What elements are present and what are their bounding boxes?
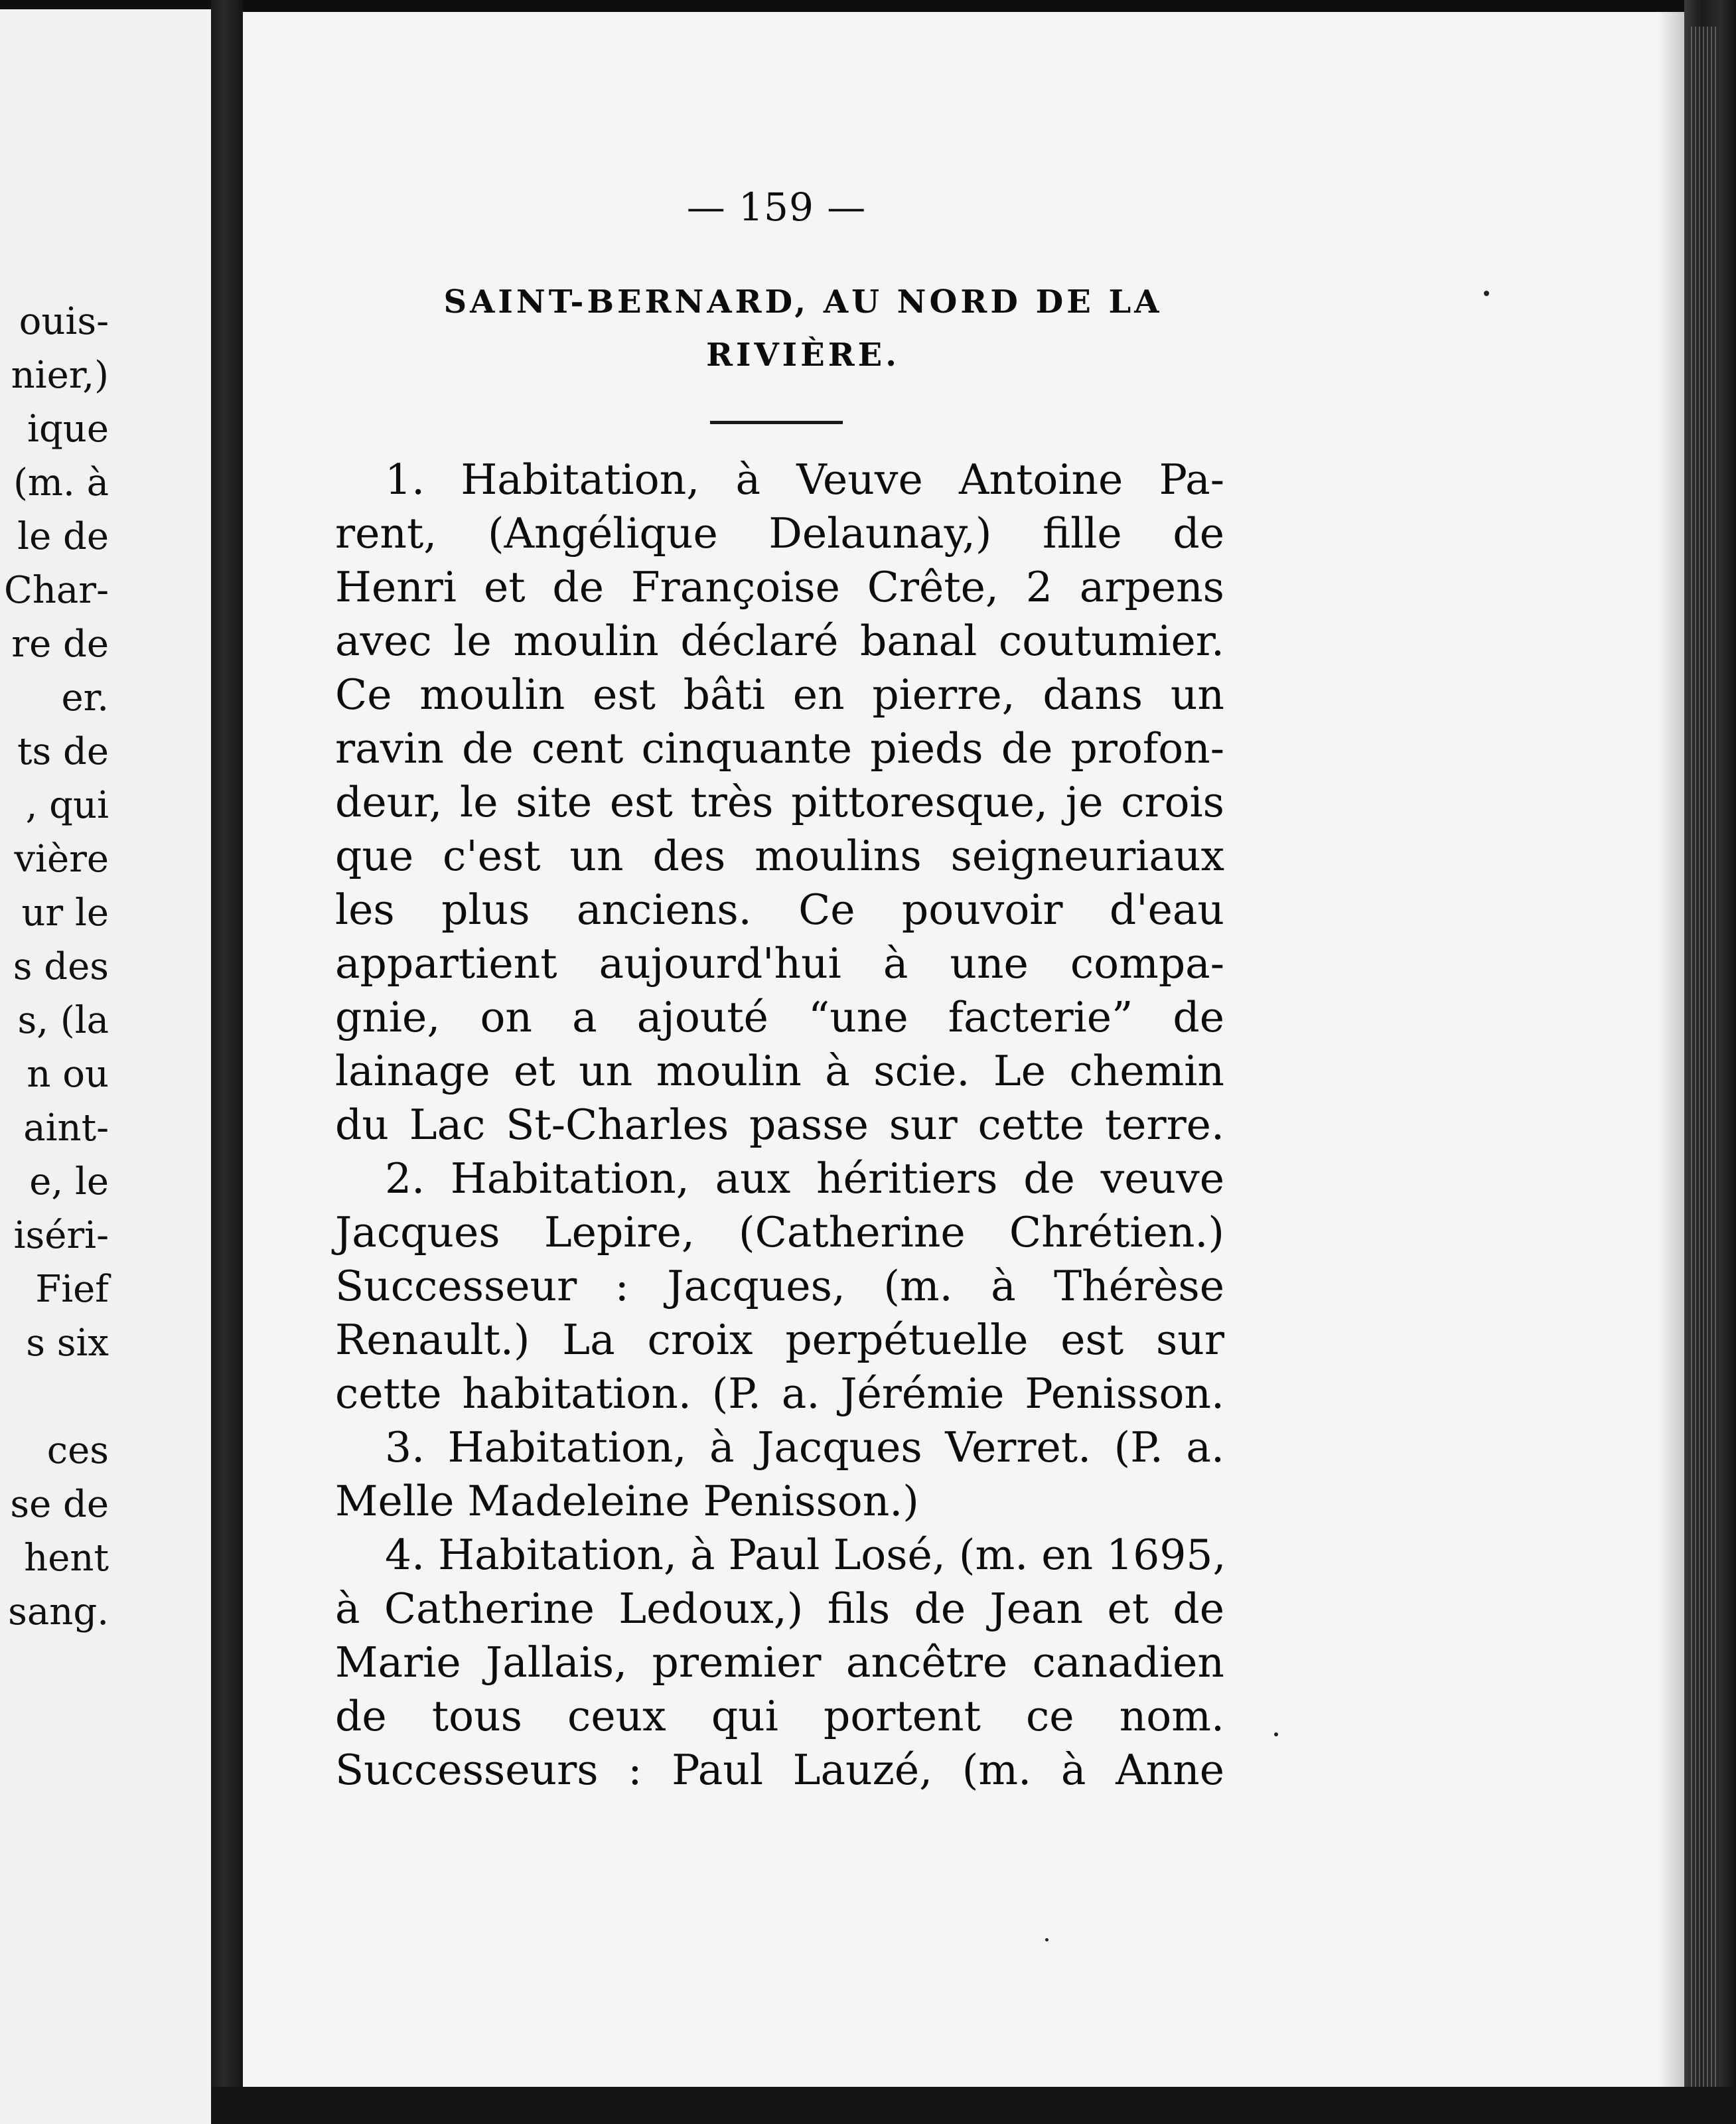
text-line: Marie Jallais, premier ancêtre canadien [335, 1638, 1224, 1687]
fragment-line: Fief [35, 1268, 109, 1311]
fragment-line: er. [61, 676, 109, 720]
text-line: cette habitation. (P. a. Jérémie Penisson. [335, 1369, 1224, 1418]
text-line: à Catherine Ledoux,) fils de Jean et de [335, 1584, 1224, 1633]
page-stack-lines [1691, 27, 1717, 2097]
bottom-edge [211, 2087, 1736, 2124]
fragment-line: (m. à [13, 461, 109, 504]
previous-page-text [4, 295, 109, 1639]
text-line: lainage et un moulin à scie. Le chemin [335, 1047, 1224, 1095]
scan-speck [1045, 1938, 1049, 1941]
text-line: Renault.) La croix perpétuelle est sur [335, 1316, 1224, 1364]
fragment-line: ouis- [19, 300, 109, 343]
fragment-line: ts de [17, 730, 109, 773]
fragment-line: s six [26, 1322, 109, 1365]
fragment-line: e, le [29, 1160, 109, 1203]
scan-speck [1484, 291, 1489, 296]
text-line: 3. Habitation, à Jacques Verret. (P. a. [385, 1423, 1224, 1472]
text-line: Jacques Lepire, (Catherine Chrétien.) [335, 1208, 1224, 1256]
heading-line-2: RIVIÈRE. [706, 337, 900, 374]
page-body [335, 453, 1224, 1797]
text-line: du Lac St-Charles passe sur cette terre. [335, 1100, 1224, 1149]
fragment-line: vière [14, 838, 109, 881]
heading-rule [710, 421, 843, 424]
fragment-line: sang. [8, 1590, 109, 1633]
text-line: gnie, on a ajouté “une facterie” de [335, 993, 1224, 1041]
scan-speck [1274, 1732, 1278, 1736]
fragment-line: nier,) [11, 354, 109, 397]
text-line: Melle Madeleine Penisson.) [335, 1477, 919, 1525]
book-fore-edge [1684, 0, 1736, 2124]
fragment-line: iséri- [13, 1214, 109, 1257]
text-line: deur, le site est très pittoresque, je crois [335, 778, 1224, 826]
page-number: — 159 — [686, 185, 867, 230]
text-line: rent, (Angélique Delaunay,) fille de [335, 509, 1224, 558]
heading-line-1: SAINT-BERNARD, AU NORD DE LA [443, 283, 1163, 321]
text-line: de tous ceux qui portent ce nom. [335, 1692, 1224, 1740]
fragment-line: s, (la [17, 999, 109, 1042]
fragment-line: Char- [4, 569, 109, 612]
section-heading [372, 275, 1234, 382]
text-line: avec le moulin déclaré banal coutumier. [335, 617, 1224, 665]
fragment-line [4, 1370, 109, 1424]
text-line: Henri et de Françoise Crête, 2 arpens [335, 563, 1224, 611]
fragment-line: aint- [23, 1106, 109, 1150]
text-line: Successeurs : Paul Lauzé, (m. à Anne [335, 1746, 1224, 1794]
page-shadow [1658, 12, 1684, 2087]
text-line: Ce moulin est bâti en pierre, dans un [335, 670, 1224, 719]
text-line: appartient aujourd'hui à une compa- [335, 939, 1224, 988]
fragment-line: ur le [21, 891, 109, 935]
text-line: Successeur : Jacques, (m. à Thérèse [335, 1262, 1224, 1310]
text-line: 1. Habitation, à Veuve Antoine Pa- [385, 455, 1224, 504]
fragment-line: s des [13, 945, 109, 988]
fragment-line: n ou [27, 1053, 109, 1096]
text-line: 4. Habitation, à Paul Losé, (m. en 1695, [385, 1531, 1226, 1579]
fragment-line: le de [17, 515, 109, 558]
fragment-line: ces [46, 1429, 109, 1472]
text-line: que c'est un des moulins seigneuriaux [335, 832, 1224, 880]
fragment-line: hent [24, 1537, 109, 1580]
fragment-line: , qui [25, 784, 109, 827]
fragment-line: se de [10, 1483, 109, 1526]
text-line: les plus anciens. Ce pouvoir d'eau [335, 885, 1224, 934]
fragment-line: ique [27, 408, 109, 451]
book-gutter [211, 0, 243, 2124]
fragment-line: re de [11, 623, 109, 666]
text-line: 2. Habitation, aux héritiers de veuve [385, 1154, 1224, 1203]
text-line: ravin de cent cinquante pieds de profon- [335, 724, 1224, 773]
previous-page [0, 9, 211, 2124]
